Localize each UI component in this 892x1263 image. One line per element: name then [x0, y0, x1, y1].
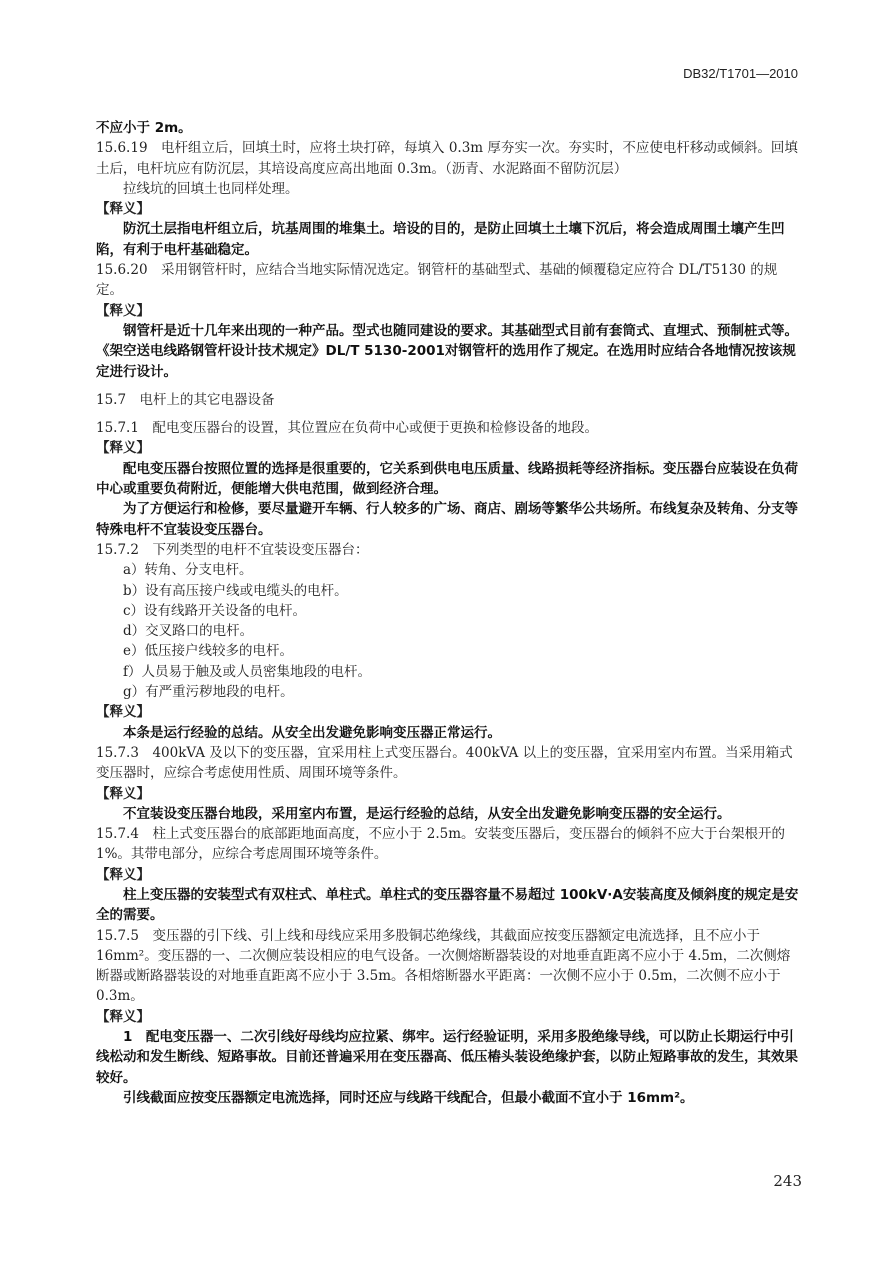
annotation-label: 【释义】: [96, 201, 150, 218]
annotation-label: 【释义】: [96, 302, 150, 319]
list-item: f）人员易于触及或人员密集地段的电杆。: [123, 663, 371, 680]
paragraph: 15.7.4 柱上式变压器台的底部距地面高度，不应小于 2.5m。安装变压器后，变压器台的倾斜不应大于台架根开的 1%。其带电部分，应综合考虑周围环境等条件。: [96, 826, 785, 863]
list-item: e）低压接户线较多的电杆。: [123, 643, 293, 660]
list-item: d）交叉路口的电杆。: [123, 623, 254, 640]
paragraph: 15.7.5 变压器的引下线、引上线和母线应采用多股铜芯绝缘线，其截面应按变压器额定电流选择，且不应小于 16mm²。变压器的一、二次侧应装设相应的电气设备。一次侧熔断器装设的对地垂直距离不应小于 4.5m，二次侧熔断器或断路器装设的对地垂直距离不应小于 3.5m。各相熔断器水平距离：一次侧不应小于 0.5m，二次侧不应小于 0.3m。: [96, 927, 791, 1005]
annotation-text: 不宜装设变压器台地段，采用室内布置，是运行经验的总结，从安全出发避免影响变压器的安全运行。: [123, 805, 731, 822]
paragraph: 15.7.2 下列类型的电杆不宜装设变压器台：: [96, 541, 369, 558]
annotation-text: 引线截面应按变压器额定电流选择，同时还应与线路干线配合，但最小截面不宜小于 16mm²。: [123, 1089, 694, 1106]
paragraph: 15.7 电杆上的其它电器设备: [96, 391, 275, 408]
annotation-text: 防沉土层指电杆组立后，坑基周围的堆集土。培设的目的，是防止回填土土壤下沉后，将会造成周围土壤产生凹陷，有利于电杆基础稳定。: [96, 221, 785, 258]
paragraph: 15.6.19 电杆组立后，回填土时，应将土块打碎，每填入 0.3m 厚夯实一次。夯实时，不应使电杆移动或倾斜。回填土后，电杆坑应有防沉层，其培设高度应高出地面 0.3m。（沥青、水泥路面不留防沉层）: [96, 140, 798, 177]
document-code: DB32/T1701—2010: [683, 66, 798, 81]
paragraph: 15.7.1 配电变压器台的设置，其位置应在负荷中心或便于更换和检修设备的地段。: [96, 420, 598, 437]
spacer: [96, 382, 802, 390]
page-number: 243: [773, 1172, 802, 1190]
annotation-label: 【释义】: [96, 785, 150, 802]
annotation-text: 配电变压器台按照位置的选择是很重要的，它关系到供电电压质量、线路损耗等经济指标。变压器台应装设在负荷中心或重要负荷附近，便能增大供电范围，做到经济合理。: [96, 460, 798, 498]
annotation-text: 柱上变压器的安装型式有双柱式、单柱式。单柱式的变压器容量不易超过 100kV·A安装高度及倾斜度的规定是安全的需要。: [96, 886, 799, 924]
paragraph: 拉线坑的回填土也同样处理。: [123, 180, 299, 197]
annotation-text: 本条是运行经验的总结。从安全出发避免影响变压器正常运行。: [123, 724, 501, 741]
paragraph: 15.7.3 400kVA 及以下的变压器，宜采用柱上式变压器台。400kVA 以上的变压器，宜采用室内布置。当采用箱式变压器时，应综合考虑使用性质、周围环境等条件。: [96, 744, 793, 782]
list-item: g）有严重污秽地段的电杆。: [123, 684, 294, 701]
paragraph: 15.6.20 采用钢管杆时，应结合当地实际情况选定。钢管杆的基础型式、基础的倾覆稳定应符合 DL/T5130 的规定。: [96, 262, 778, 299]
list-item: c）设有线路开关设备的电杆。: [123, 602, 307, 619]
list-item: b）设有高压接户线或电缆头的电杆。: [123, 582, 348, 599]
list-item: a）转角、分支电杆。: [123, 562, 253, 579]
annotation-label: 【释义】: [96, 1008, 150, 1025]
annotation-label: 【释义】: [96, 704, 150, 721]
annotation-label: 【释义】: [96, 440, 150, 457]
annotation-text: 不应小于 2m。: [96, 120, 192, 136]
annotation-text: 为了方便运行和检修，要尽量避开车辆、行人较多的广场、商店、剧场等繁华公共场所。布线复杂及转角、分支等特殊电杆不宜装设变压器台。: [96, 501, 798, 538]
annotation-label: 【释义】: [96, 866, 150, 883]
page-body: [96, 118, 802, 1108]
annotation-text: 钢管杆是近十几年来出现的一种产品。型式也随同建设的要求。其基础型式目前有套筒式、直埋式、预制桩式等。《架空送电线路钢管杆设计技术规定》DL/T 5130-2001对钢管杆的选用作了规定。在选用时应结合各地情况按该规定进行设计。: [96, 322, 798, 380]
spacer: [96, 410, 802, 418]
annotation-text: 1 配电变压器一、二次引线好母线均应拉紧、绑牢。运行经验证明，采用多股绝缘导线，可以防止长期运行中引线松动和发生断线、短路事故。目前还普遍采用在变压器高、低压樁头装设绝缘护套，以防止短路事故的发生，其效果较好。: [96, 1029, 798, 1086]
